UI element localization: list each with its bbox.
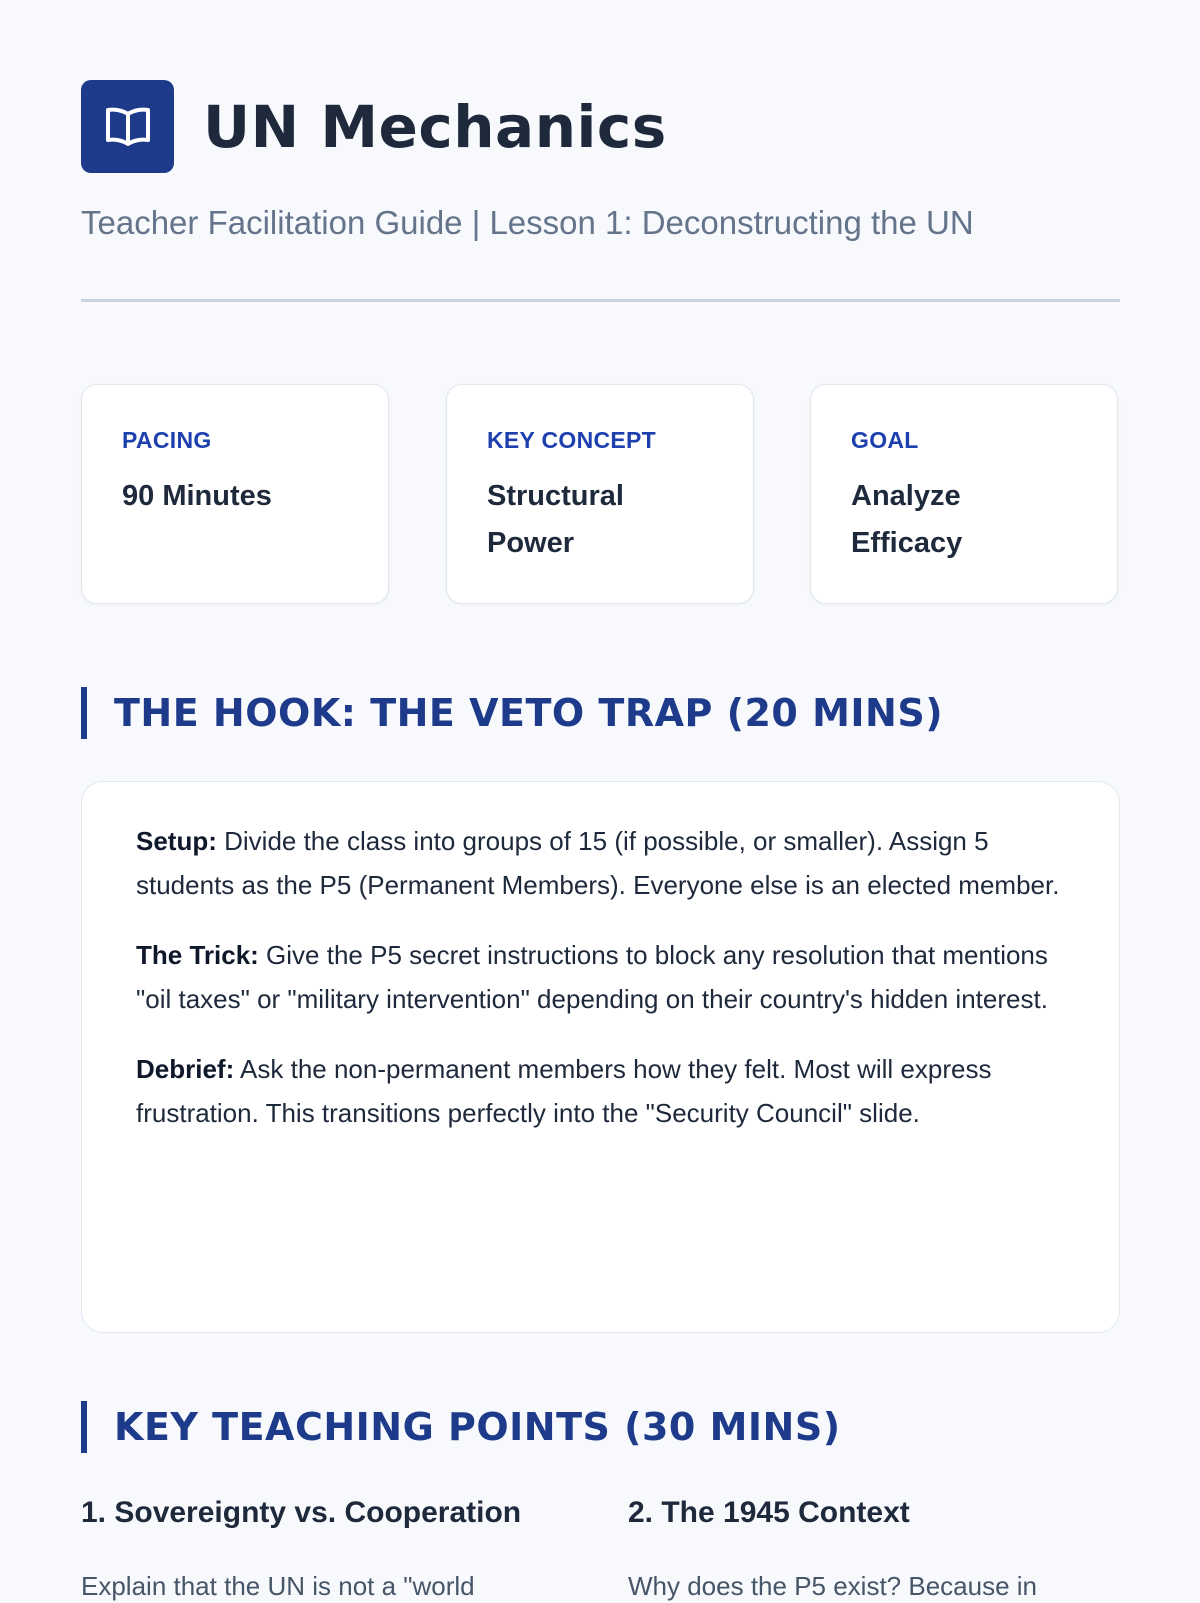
card-label: GOAL <box>851 427 919 453</box>
paragraph-text: Divide the class into groups of 15 (if possible, or smaller). Assign 5 students as the P5 (Permanent Members). Everyone else is an elected member. <box>136 826 1060 900</box>
section-accent-bar <box>81 1401 87 1453</box>
hook-panel <box>81 781 1120 1333</box>
card-value: 90 Minutes <box>122 480 272 512</box>
paragraph-lead: Debrief: <box>136 1054 235 1084</box>
trick-paragraph <box>136 934 1079 1021</box>
goal-card <box>810 384 1118 604</box>
header <box>81 80 667 173</box>
debrief-paragraph <box>136 1048 1079 1135</box>
page-subtitle: Teacher Facilitation Guide | Lesson 1: Deconstructing the UN <box>81 204 974 241</box>
page-title: UN Mechanics <box>203 92 667 161</box>
pacing-card <box>81 384 389 604</box>
teaching-point-title: 2. The 1945 Context <box>628 1496 910 1529</box>
teaching-section-heading <box>81 1401 841 1453</box>
header-divider <box>81 299 1120 302</box>
book-icon <box>81 80 174 173</box>
paragraph-text: Ask the non-permanent members how they felt. Most will express frustration. This transitions perfectly into the "Security Council" slide. <box>136 1054 992 1128</box>
teaching-point-text: Explain that the UN is not a "world <box>81 1571 475 1601</box>
section-accent-bar <box>81 687 87 739</box>
card-label: KEY CONCEPT <box>487 427 657 453</box>
section-title: THE HOOK: THE VETO TRAP (20 MINS) <box>114 691 944 735</box>
card-value: Structural Power <box>487 480 624 559</box>
paragraph-lead: Setup: <box>136 826 217 856</box>
card-value: Analyze Efficacy <box>851 480 963 559</box>
card-label: PACING <box>122 427 212 453</box>
section-title: KEY TEACHING POINTS (30 MINS) <box>114 1405 841 1449</box>
paragraph-lead: The Trick: <box>136 940 259 970</box>
teaching-point-text: Why does the P5 exist? Because in <box>628 1571 1038 1601</box>
hook-section-heading <box>81 687 943 739</box>
paragraph-text: Give the P5 secret instructions to block any resolution that mentions "oil taxes" or "military intervention" depending on their country's hidden interest. <box>136 940 1048 1014</box>
teaching-point-title: 1. Sovereignty vs. Cooperation <box>81 1496 522 1529</box>
setup-paragraph <box>136 820 1079 907</box>
key-concept-card <box>446 384 754 604</box>
